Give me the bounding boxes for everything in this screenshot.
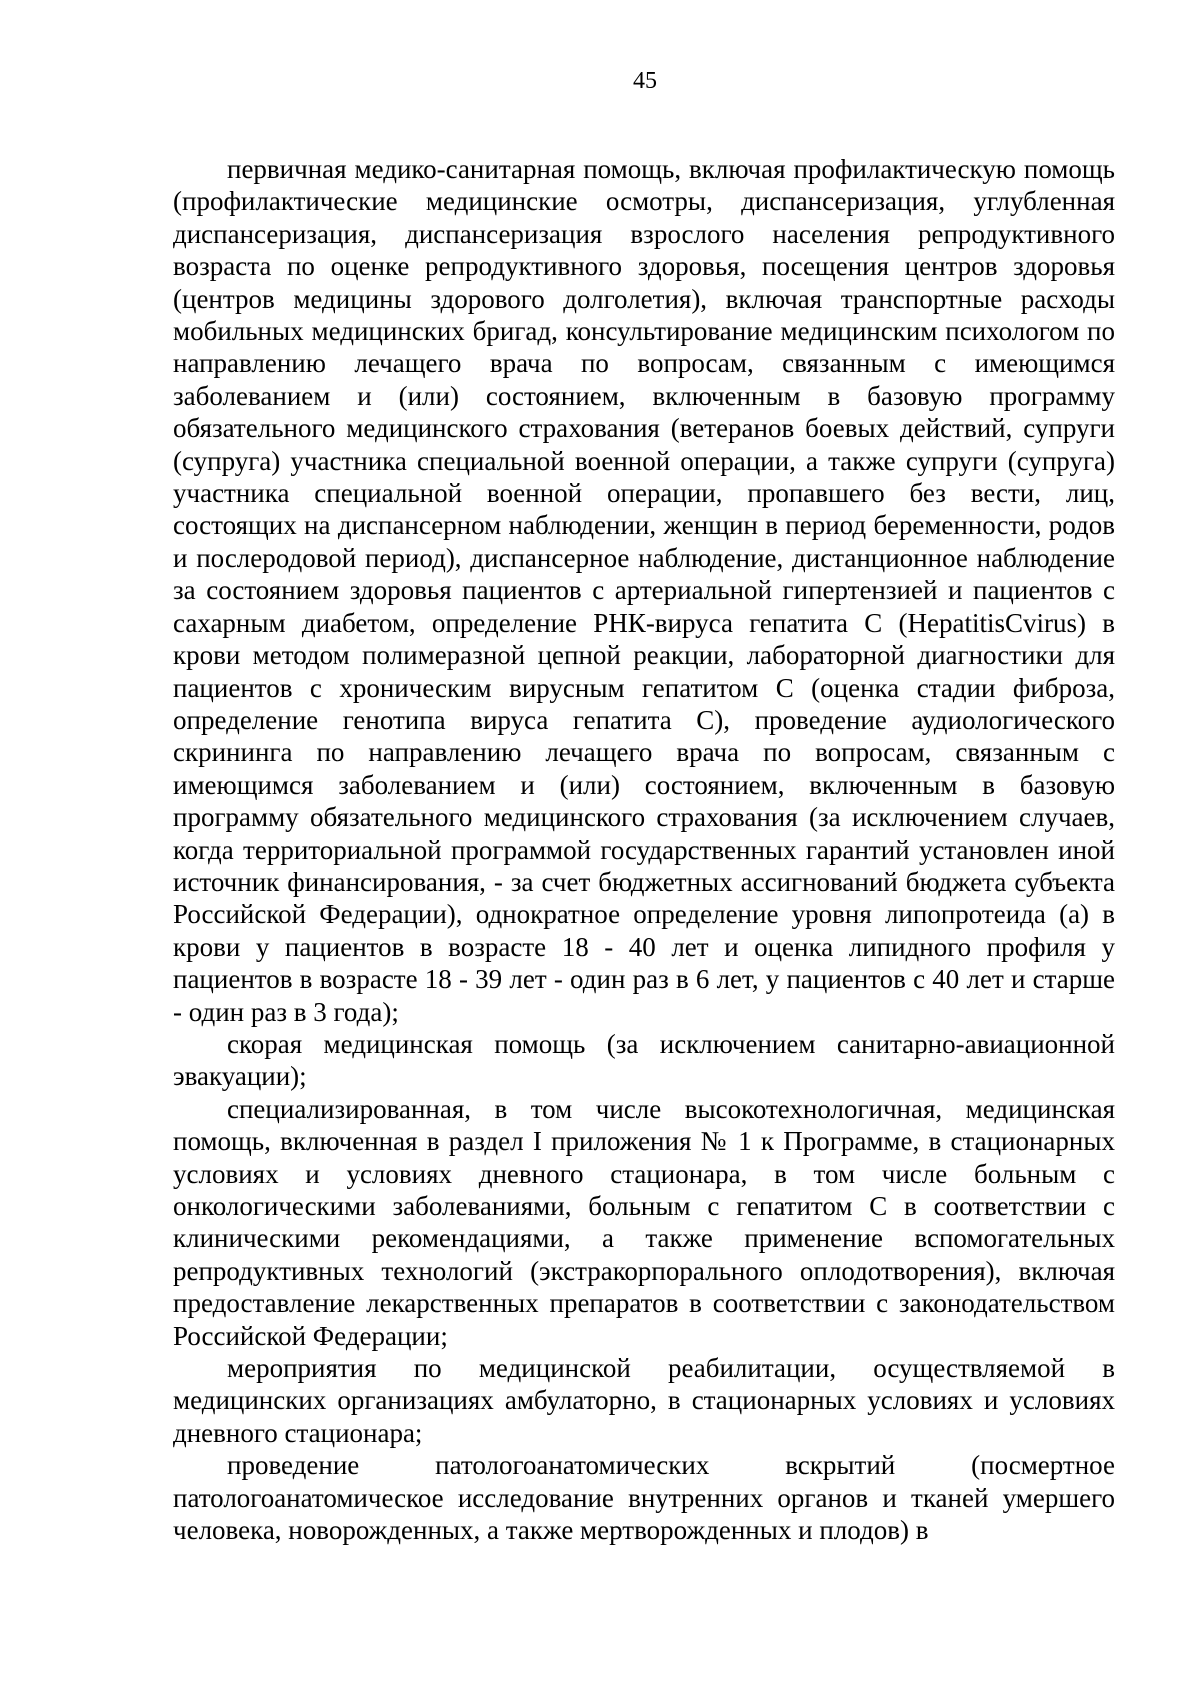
paragraph-primary-care: первичная медико-санитарная помощь, включая профилактическую помощь (профилактические медицинские осмотры, диспансеризация, углубленная диспансеризация, диспансеризация взрослого населения репродуктивного возраста по оценке репродуктивного здоровья, посещения центров здоровья (центров медицины здорового долголетия), включая транспортные расходы мобильных медицинских бригад, консультирование медицинским психологом по направлению лечащего врача по вопросам, связанным с имеющимся заболеванием и (или) состоянием, включенным в базовую программу обязательного медицинского страхования (ветеранов боевых действий, супруги (супруга) участника специальной военной операции, а также супруги (супруга) участника специальной военной операции, пропавшего без вести, лиц, состоящих на диспансерном наблюдении, женщин в период беременности, родов и послеродовой период), диспансерное наблюдение, дистанционное наблюдение за состоянием здоровья пациентов с артериальной гипертензией и пациентов с сахарным диабетом, определение РНК-вируса гепатита С (HepatitisCvirus) в крови методом полимеразной цепной реакции, лабораторной диагностики для пациентов с хроническим вирусным гепатитом С (оценка стадии фиброза, определение генотипа вируса гепатита С), проведение аудиологического скрининга по направлению лечащего врача по вопросам, связанным с имеющимся заболеванием и (или) состоянием, включенным в базовую программу обязательного медицинского страхования (за исключением случаев, когда территориальной программой государственных гарантий установлен иной источник финансирования, - за счет бюджетных ассигнований бюджета субъекта Российской Федерации), однократное определение уровня липопротеида (а) в крови у пациентов в возрасте 18 - 40 лет и оценка липидного профиля у пациентов в возрасте 18 - 39 лет - один раз в 6 лет, у пациентов с 40 лет и старше - один раз в 3 года); bbox=[173, 154, 1115, 1027]
paragraph-autopsy: проведение патологоанатомических вскрытий (посмертное патологоанатомическое исследование внутренних органов и тканей умершего человека, новорожденных, а также мертворожденных и плодов) в bbox=[173, 1450, 1115, 1546]
paragraph-specialized-care: специализированная, в том числе высокотехнологичная, медицинская помощь, включенная в раздел I приложения № 1 к Программе, в стационарных условиях и условиях дневного стационара, в том числе больным с онкологическими заболеваниями, больным с гепатитом С в соответствии с клиническими рекомендациями, а также применение вспомогательных репродуктивных технологий (экстракорпорального оплодотворения), включая предоставление лекарственных препаратов в соответствии с законодательством Российской Федерации; bbox=[173, 1093, 1115, 1351]
page-number: 45 bbox=[633, 68, 657, 94]
paragraph-emergency-care: скорая медицинская помощь (за исключением санитарно-авиационной эвакуации); bbox=[173, 1028, 1115, 1092]
document-body bbox=[173, 153, 1115, 1546]
paragraph-rehabilitation: мероприятия по медицинской реабилитации, осуществляемой в медицинских организациях амбулаторно, в стационарных условиях и условиях дневного стационара; bbox=[173, 1353, 1115, 1448]
